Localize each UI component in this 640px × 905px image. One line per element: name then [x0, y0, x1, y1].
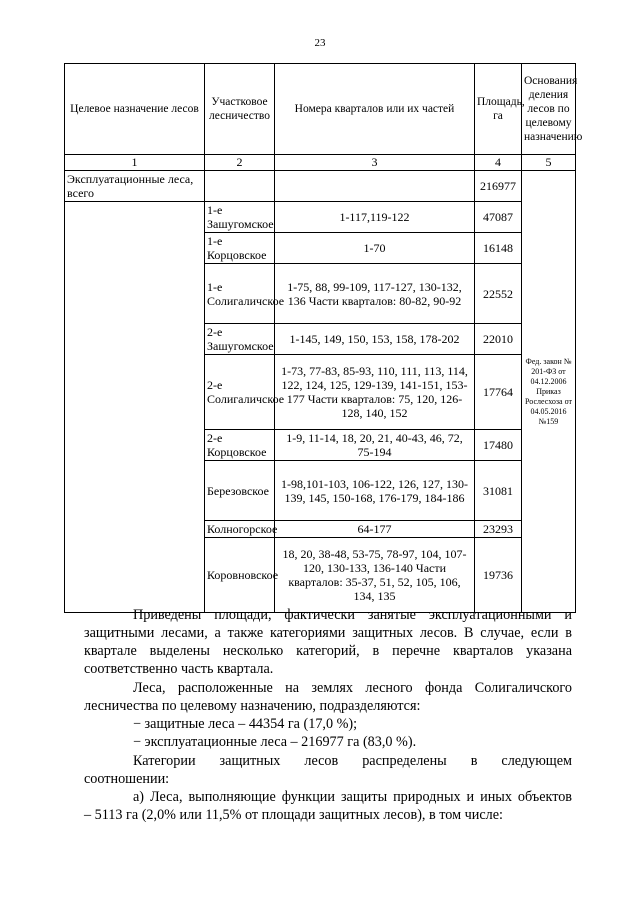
total-purpose: Эксплуатационные леса, всего — [65, 171, 205, 202]
district-cell: Березовское — [205, 461, 275, 521]
basis-cell: Фед. закон № 201-ФЗ от 04.12.2006 Приказ Рослесхоза от 04.05.2016 №159 — [522, 171, 576, 613]
text-line: − защитные леса – 44354 га (17,0 %); — [133, 716, 358, 732]
district-cell: 1-е Солигаличское — [205, 264, 275, 324]
column-number: 3 — [275, 155, 475, 171]
text-line: лесничества по целевому назначению, подразделяются: — [84, 698, 421, 714]
page-number: 23 — [314, 37, 326, 49]
list-item-exploitation — [84, 733, 572, 751]
text-line: − эксплуатационные леса – 216977 га (83,0 %). — [133, 734, 417, 750]
area-cell: 47087 — [475, 202, 522, 233]
paragraph-areas — [84, 606, 572, 678]
district-cell: 2-е Корцовское — [205, 430, 275, 461]
paragraph-forests — [84, 679, 572, 715]
area-cell: 17764 — [475, 355, 522, 430]
text-line: Категории защитных лесов распределены в следующем — [133, 753, 572, 769]
district-cell: Коровновское — [205, 538, 275, 613]
text-line: соответственно часть квартала. — [84, 661, 274, 677]
total-quarters-empty — [275, 171, 475, 202]
quarters-cell: 1-98,101-103, 106-122, 126, 127, 130-139, 145, 150-168, 176-179, 184-186 — [275, 461, 475, 521]
column-number: 5 — [522, 155, 576, 171]
quarters-cell: 64-177 — [275, 521, 475, 538]
column-number-row — [65, 155, 576, 171]
list-item-protective — [84, 715, 572, 733]
area-cell: 22010 — [475, 324, 522, 355]
purpose-empty — [65, 202, 205, 613]
district-cell: Колногорское — [205, 521, 275, 538]
paragraph-protection — [84, 788, 572, 824]
header-basis: Основания деления лесов по целевому назначению — [522, 64, 576, 155]
forest-purpose-table — [64, 63, 583, 613]
quarters-cell: 18, 20, 38-48, 53-75, 78-97, 104, 107-120, 130-133, 136-140 Части кварталов: 35-37, 51, 52, 105, 106, 134, 135 — [275, 538, 475, 613]
text-line: а) Леса, выполняющие функции защиты природных и иных объектов — [133, 789, 572, 805]
text-line: соотношении: — [84, 771, 170, 787]
header-quarters: Номера кварталов или их частей — [275, 64, 475, 155]
total-district-empty — [205, 171, 275, 202]
quarters-cell: 1-117,119-122 — [275, 202, 475, 233]
quarters-cell: 1-73, 77-83, 85-93, 110, 111, 113, 114, 122, 124, 125, 129-139, 141-151, 153-177 Части кварталов: 75, 120, 126-128, 140, 152 — [275, 355, 475, 430]
district-cell: 2-е Солигаличское — [205, 355, 275, 430]
area-cell: 22552 — [475, 264, 522, 324]
area-cell: 23293 — [475, 521, 522, 538]
area-cell: 17480 — [475, 430, 522, 461]
area-cell: 16148 — [475, 233, 522, 264]
table-header-row — [65, 64, 576, 155]
paragraph-categories — [84, 752, 572, 788]
area-cell: 19736 — [475, 538, 522, 613]
total-row — [65, 171, 576, 202]
header-purpose: Целевое назначение лесов — [65, 64, 205, 155]
header-district: Участковое лесничество — [205, 64, 275, 155]
district-cell: 2-е Зашугомское — [205, 324, 275, 355]
area-cell: 31081 — [475, 461, 522, 521]
total-area: 216977 — [475, 171, 522, 202]
quarters-cell: 1-70 — [275, 233, 475, 264]
quarters-cell: 1-75, 88, 99-109, 117-127, 130-132, 136 Части кварталов: 80-82, 90-92 — [275, 264, 475, 324]
table-row — [65, 202, 576, 233]
text-line: Леса, расположенные на землях лесного фонда Солигаличского — [133, 680, 572, 696]
quarters-cell: 1-145, 149, 150, 153, 158, 178-202 — [275, 324, 475, 355]
column-number: 2 — [205, 155, 275, 171]
text-line: – 5113 га (2,0% или 11,5% от площади защитных лесов), в том числе: — [84, 807, 503, 823]
text-line: Приведены площади, фактически занятые эксплуатационными и — [133, 607, 572, 623]
district-cell: 1-е Корцовское — [205, 233, 275, 264]
column-number: 1 — [65, 155, 205, 171]
header-area: Площадь, га — [475, 64, 522, 155]
column-number: 4 — [475, 155, 522, 171]
text-line: квартале выделены несколько категорий, в перечне кварталов указана — [84, 643, 572, 659]
quarters-cell: 1-9, 11-14, 18, 20, 21, 40-43, 46, 72, 75-194 — [275, 430, 475, 461]
text-line: защитными лесами, а также категориями защитных лесов. В случае, если в — [84, 625, 572, 641]
district-cell: 1-е Зашугомское — [205, 202, 275, 233]
